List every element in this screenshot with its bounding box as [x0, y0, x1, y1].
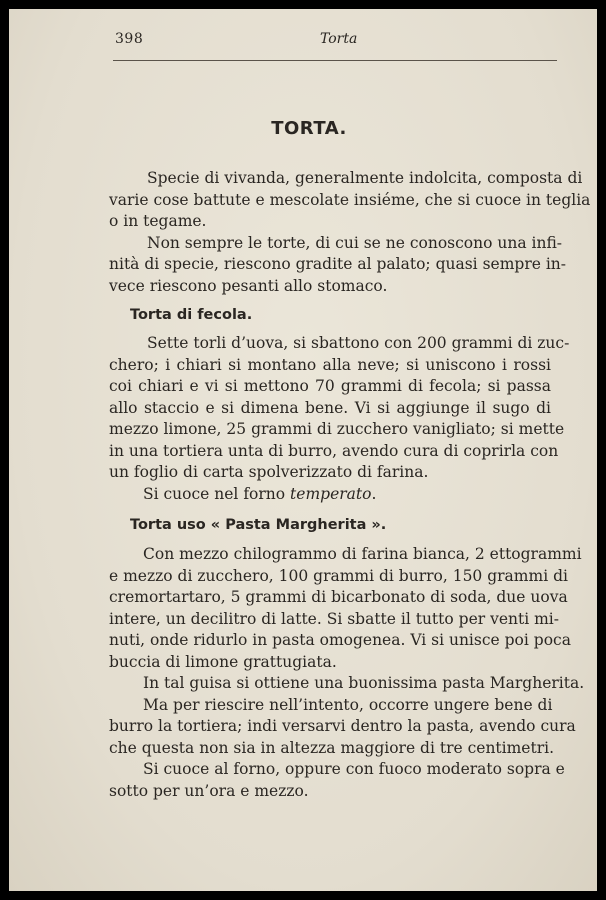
running-title: Torta	[320, 31, 358, 47]
text-line: In tal guisa si ottiene una buonissima pasta Margherita.	[143, 674, 585, 692]
text-line: nuti, onde ridurlo in pasta omogenea. Vi si unisce poi poca	[109, 631, 571, 649]
text-line: sotto per un’ora e mezzo.	[109, 781, 309, 800]
text-line: o in tegame.	[109, 212, 207, 230]
text-line: chero; i chiari si montano alla neve; si uniscono i rossi	[109, 355, 551, 374]
text-line: in una tortiera unta di burro, avendo cura di coprirla con	[109, 441, 559, 460]
text-line: allo staccio e si dimena bene. Vi si aggiunge il sugo di	[109, 398, 551, 417]
text-line: e mezzo di zucchero, 100 grammi di burro, 150 grammi di	[109, 566, 568, 585]
cook-suffix: .	[371, 484, 377, 503]
header-rule	[113, 60, 557, 61]
cook-prefix: Si cuoce nel forno	[143, 484, 291, 503]
recipe-margherita-text	[109, 544, 585, 802]
cooking-note	[109, 484, 551, 506]
text-line: burro la tortiera; indi versarvi dentro la pasta, avendo cura	[109, 717, 576, 735]
text-line: Con mezzo chilogrammo di farina bianca, 2 ettogrammi	[143, 545, 582, 563]
text-line: mezzo limone, 25 grammi di zucchero vanigliato; si mette	[109, 420, 565, 438]
text-line: nità di specie, riescono gradite al palato; quasi sempre in-	[109, 255, 567, 273]
recipe-title-pasta-margherita: Torta uso « Pasta Margherita ».	[130, 517, 387, 533]
recipe-title-torta-di-fecola: Torta di fecola.	[130, 307, 253, 323]
text-line: Non sempre le torte, di cui se ne conoscono una infi-	[147, 233, 563, 252]
running-head	[115, 31, 557, 51]
text-line: Ma per riescire nell’intento, occorre ungere bene di	[143, 695, 553, 714]
text-line: intere, un decilitro di latte. Si sbatte il tutto per venti mi-	[109, 609, 559, 628]
chapter-title: TORTA.	[271, 118, 347, 139]
text-line: Sette torli d’uova, si sbattono con 200 grammi di zuc-	[147, 334, 570, 352]
text-line: Si cuoce al forno, oppure con fuoco moderato sopra e	[143, 760, 565, 778]
text-line: buccia di limone grattugiata.	[109, 652, 337, 671]
cook-emphasis: temperato	[290, 484, 372, 503]
text-line: vece riescono pesanti allo stomaco.	[109, 276, 388, 295]
text-line: coi chiari e vi si mettono 70 grammi di fecola; si passa	[109, 377, 551, 395]
text-line: un foglio di carta spolverizzato di farina.	[109, 463, 429, 481]
book-page	[9, 9, 597, 891]
text-line: Specie di vivanda, generalmente indolcita, composta di	[147, 169, 583, 187]
page-number: 398	[115, 31, 144, 47]
intro-text	[109, 168, 591, 297]
text-line: cremortartaro, 5 grammi di bicarbonato di soda, due uova	[109, 588, 568, 606]
recipe-fecola-text	[109, 333, 570, 505]
text-line: che questa non sia in altezza maggiore di tre centimetri.	[109, 738, 555, 757]
text-line: varie cose battute e mescolate insiéme, che si cuoce in teglia	[109, 190, 591, 209]
